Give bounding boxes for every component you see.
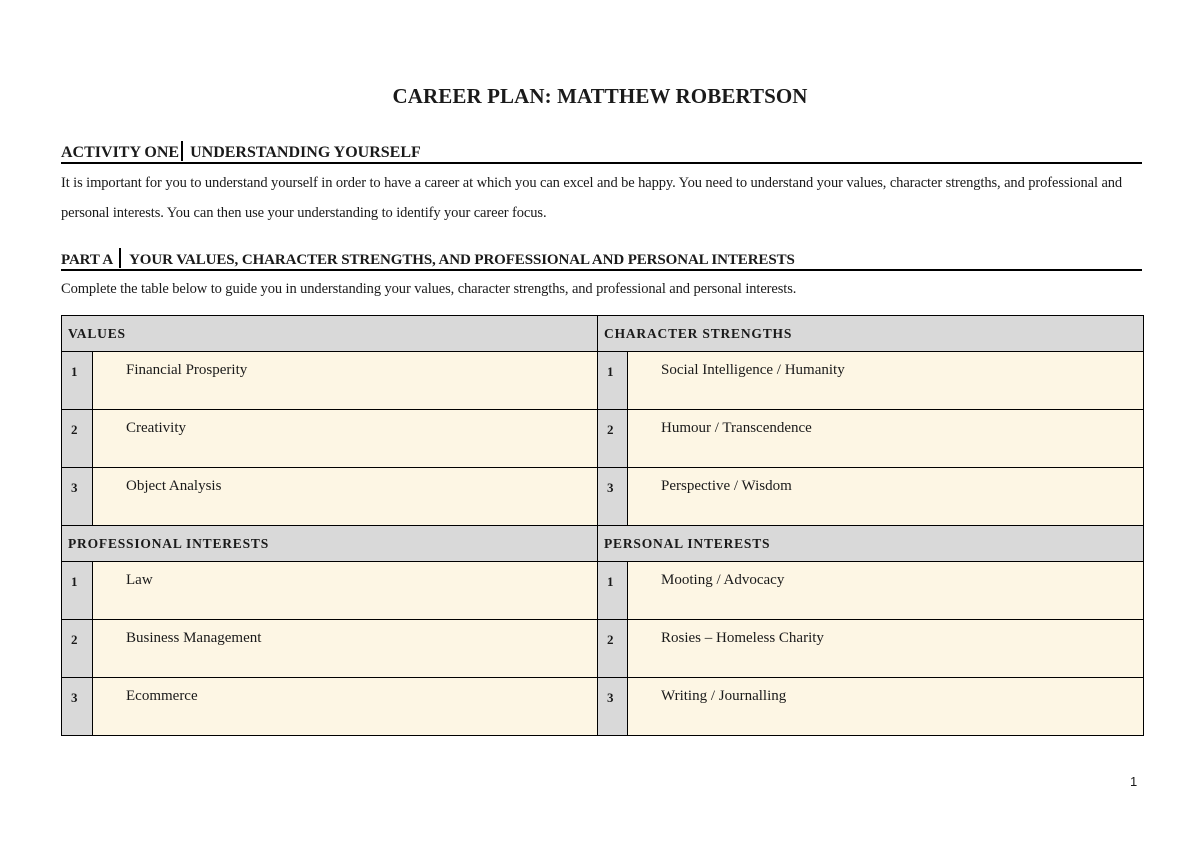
professional-interests-header: PROFESSIONAL INTERESTS xyxy=(62,526,598,562)
row-number: 1 xyxy=(62,562,93,620)
character-strengths-cell[interactable]: Humour / Transcendence xyxy=(628,410,1144,468)
self-assessment-table xyxy=(61,315,1144,736)
personal-interests-header: PERSONAL INTERESTS xyxy=(598,526,1144,562)
row-number: 2 xyxy=(598,410,628,468)
row-number: 2 xyxy=(62,410,93,468)
heading-separator xyxy=(119,248,121,268)
character-strengths-cell[interactable]: Perspective / Wisdom xyxy=(628,468,1144,526)
table-row xyxy=(62,562,1144,620)
table-row xyxy=(62,620,1144,678)
values-header: VALUES xyxy=(62,316,598,352)
activity-one-label: ACTIVITY ONE xyxy=(61,144,180,161)
table-header-row xyxy=(62,526,1144,562)
heading-separator xyxy=(181,141,183,161)
activity-one-title: UNDERSTANDING YOURSELF xyxy=(190,144,421,161)
personal-interests-cell[interactable]: Mooting / Advocacy xyxy=(628,562,1144,620)
row-number: 1 xyxy=(62,352,93,410)
activity-one-intro: It is important for you to understand yourself in order to have a career at which you can excel and be happy. You need to understand your values, character strengths, and professional and personal interests. You can then use your understanding to identify your career focus. xyxy=(61,175,1123,221)
values-cell[interactable]: Object Analysis xyxy=(93,468,598,526)
professional-interests-cell[interactable]: Law xyxy=(93,562,598,620)
activity-one-heading xyxy=(61,141,1142,164)
part-a-heading xyxy=(61,248,1142,271)
personal-interests-cell[interactable]: Rosies – Homeless Charity xyxy=(628,620,1144,678)
table-row xyxy=(62,678,1144,736)
row-number: 1 xyxy=(598,562,628,620)
table-row xyxy=(62,410,1144,468)
table-row xyxy=(62,352,1144,410)
personal-interests-cell[interactable]: Writing / Journalling xyxy=(628,678,1144,736)
values-cell[interactable]: Creativity xyxy=(93,410,598,468)
row-number: 3 xyxy=(62,468,93,526)
table-row xyxy=(62,468,1144,526)
professional-interests-cell[interactable]: Business Management xyxy=(93,620,598,678)
row-number: 1 xyxy=(598,352,628,410)
part-a-title: YOUR VALUES, CHARACTER STRENGTHS, AND PROFESSIONAL AND PERSONAL INTERESTS xyxy=(129,252,795,268)
document-title: CAREER PLAN: MATTHEW ROBERTSON xyxy=(392,84,808,108)
character-strengths-header: CHARACTER STRENGTHS xyxy=(598,316,1144,352)
row-number: 3 xyxy=(598,678,628,736)
professional-interests-cell[interactable]: Ecommerce xyxy=(93,678,598,736)
part-a-label: PART A xyxy=(61,252,114,268)
table-header-row xyxy=(62,316,1144,352)
page-number: 1 xyxy=(1130,774,1138,789)
values-cell[interactable]: Financial Prosperity xyxy=(93,352,598,410)
row-number: 3 xyxy=(62,678,93,736)
row-number: 2 xyxy=(598,620,628,678)
character-strengths-cell[interactable]: Social Intelligence / Humanity xyxy=(628,352,1144,410)
part-a-instructions: Complete the table below to guide you in understanding your values, character strengths, and professional and personal interests. xyxy=(61,281,797,297)
row-number: 3 xyxy=(598,468,628,526)
row-number: 2 xyxy=(62,620,93,678)
